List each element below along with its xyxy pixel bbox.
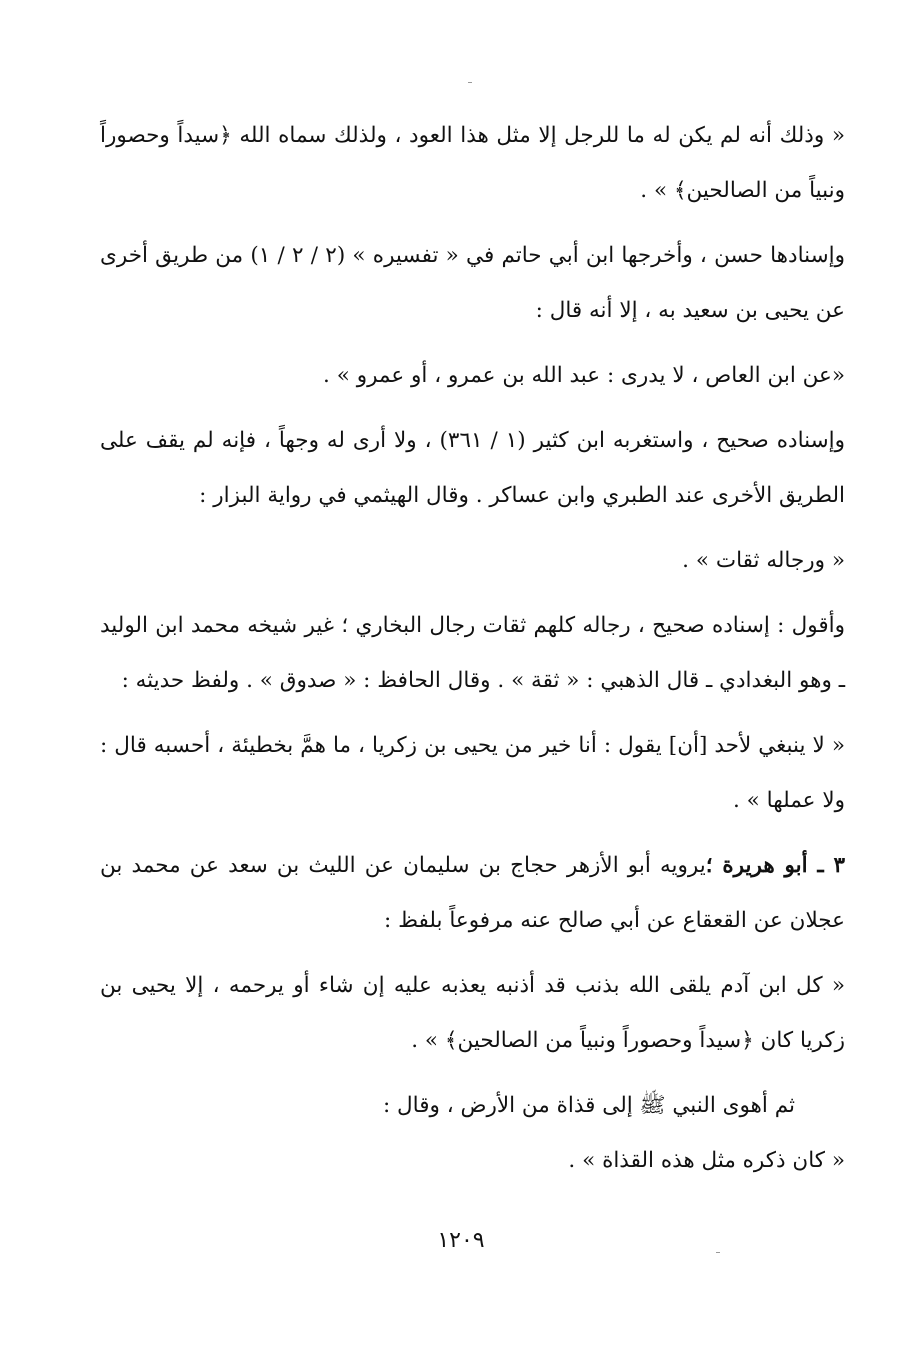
page-number: ١٢٠٩ [437, 1228, 485, 1253]
page-text [100, 108, 845, 1188]
scan-mark [716, 1252, 720, 1253]
paragraph-1: « وذلك أنه لم يكن له ما للرجل إلا مثل هذا العود ، ولذلك سماه الله ﴿سيداً وحصوراً ونبياً من الصالحين﴾ » . [100, 123, 845, 203]
paragraph-5: « ورجاله ثقات » . [682, 548, 845, 573]
paragraph-2: وإسنادها حسن ، وأخرجها ابن أبي حاتم في « تفسيره » (٢ / ٢ / ١) من طريق أخرى عن يحيى بن سعيد به ، إلا أنه قال : [100, 243, 845, 323]
paragraph-11: « كان ذكره مثل هذه القذاة » . [568, 1148, 845, 1173]
paragraph-10: ثم أهوى النبي ﷺ إلى قذاة من الأرض ، وقال : [382, 1093, 795, 1118]
scan-mark [468, 82, 472, 83]
paragraph-8 [100, 838, 845, 948]
paragraph-6: وأقول : إسناده صحيح ، رجاله كلهم ثقات رجال البخاري ؛ غير شيخه محمد ابن الوليد ـ وهو البغدادي ـ قال الذهبي : « ثقة » . وقال الحافظ : « صدوق » . ولفظ حديثه : [100, 613, 845, 693]
paragraph-9: « كل ابن آدم يلقى الله بذنب قد أذنبه يعذبه عليه إن شاء أو يرحمه ، إلا يحيى بن زكريا كان ﴿سيداً وحصوراً ونبياً من الصالحين﴾ » . [100, 973, 845, 1053]
item-3-heading: ٣ ـ أبو هريرة ؛ [705, 853, 846, 878]
paragraph-3: «عن ابن العاص ، لا يدرى : عبد الله بن عمرو ، أو عمرو » . [323, 363, 845, 388]
paragraph-7: « لا ينبغي لأحد [أن] يقول : أنا خير من يحيى بن زكريا ، ما همَّ بخطيئة ، أحسبه قال : ولا عملها » . [100, 733, 845, 813]
item-3-text: يرويه أبو الأزهر حجاج بن سليمان عن الليث بن سعد عن محمد بن عجلان عن القعقاع عن أبي صالح عنه مرفوعاً بلفظ : [100, 853, 845, 933]
paragraph-4: وإسناده صحيح ، واستغربه ابن كثير (١ / ٣٦١) ، ولا أرى له وجهاً ، فإنه لم يقف على الطريق الأخرى عند الطبري وابن عساكر . وقال الهيثمي في رواية البزار : [100, 428, 845, 508]
